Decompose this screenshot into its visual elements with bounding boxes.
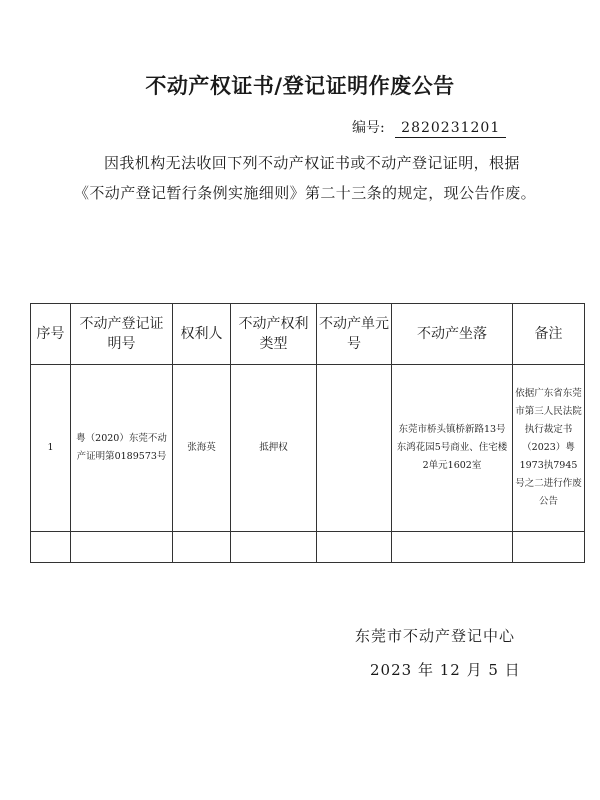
header-unit-no: 不动产单元号	[317, 304, 392, 365]
cell-no: 1	[31, 365, 71, 532]
header-remark: 备注	[513, 304, 585, 365]
header-cert-no: 不动产登记证明号	[71, 304, 173, 365]
cell-location: 东莞市桥头镇桥新路13号东鸿花园5号商业、住宅楼2单元1602室	[392, 365, 513, 532]
empty-cell	[231, 532, 317, 563]
issuer-name: 东莞市不动产登记中心	[355, 627, 516, 645]
table-row	[31, 365, 585, 532]
header-right-type: 不动产权利类型	[231, 304, 317, 365]
table-header-row	[31, 304, 585, 365]
empty-cell	[31, 532, 71, 563]
header-location: 不动产坐落	[392, 304, 513, 365]
cell-remark: 依据广东省东莞市第三人民法院执行裁定书（2023）粤1973执7945号之二进行作废公告	[513, 365, 585, 532]
header-owner: 权利人	[173, 304, 231, 365]
header-no: 序号	[31, 304, 71, 365]
cell-cert-no: 粤（2020）东莞不动产证明第0189573号	[71, 365, 173, 532]
empty-cell	[71, 532, 173, 563]
cell-right-type: 抵押权	[231, 365, 317, 532]
void-notice-table	[30, 303, 585, 563]
notice-body: 因我机构无法收回下列不动产权证书或不动产登记证明，根据《不动产登记暂行条例实施细则》第二十三条的规定，现公告作废。	[74, 154, 537, 202]
empty-cell	[392, 532, 513, 563]
page-title: 不动产权证书/登记证明作废公告	[145, 74, 455, 98]
empty-cell	[513, 532, 585, 563]
issue-date: 2023 年 12 月 5 日	[370, 661, 521, 679]
cell-unit-no	[317, 365, 392, 532]
cell-owner: 张海英	[173, 365, 231, 532]
table-row-empty	[31, 532, 585, 563]
serial-number	[352, 117, 506, 138]
empty-cell	[317, 532, 392, 563]
serial-value: 2820231201	[395, 120, 506, 138]
empty-cell	[173, 532, 231, 563]
serial-label: 编号:	[352, 120, 385, 136]
